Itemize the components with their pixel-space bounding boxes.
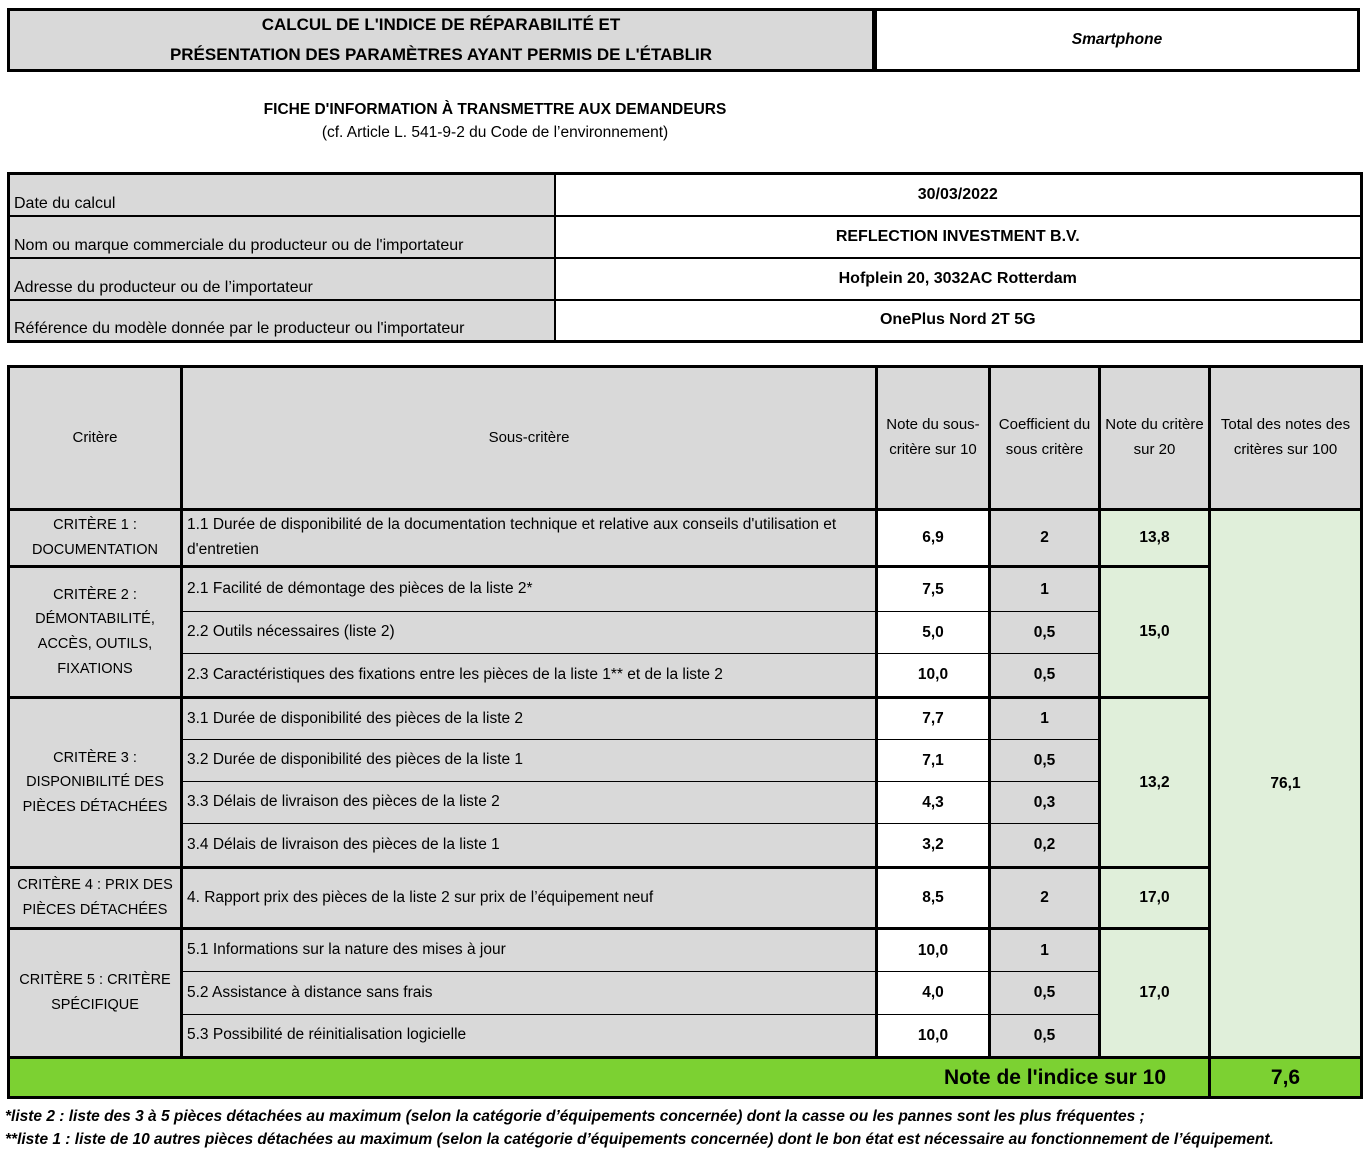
coeff-4: 2 [990,868,1100,929]
subnote-5-3: 10,0 [877,1015,990,1058]
col-header-subcriterion: Sous-critère [182,367,877,510]
subcriterion-2-1: 2.1 Facilité de démontage des pièces de la liste 2* [182,567,877,612]
criterion-3-cell: CRITÈRE 3 : DISPONIBILITÉ DES PIÈCES DÉTACHÉES [9,698,182,868]
subcriterion-3-1: 3.1 Durée de disponibilité des pièces de la liste 2 [182,698,877,740]
subcriterion-3-3: 3.3 Délais de livraison des pièces de la liste 2 [182,782,877,824]
col-header-criterion-note: Note du critère sur 20 [1100,367,1210,510]
subcriterion-5-1: 5.1 Informations sur la nature des mises à jour [182,929,877,972]
criterion-3-score: 13,2 [1100,698,1210,868]
score-table [7,365,1363,1099]
page-title-line2: PRÉSENTATION DES PARAMÈTRES AYANT PERMIS DE L'ÉTABLIR [169,45,713,64]
producer-info-table [7,172,1363,343]
info-value-producer-address: Hofplein 20, 3032AC Rotterdam [555,258,1362,300]
subcriterion-2-3: 2.3 Caractéristiques des fixations entre les pièces de la liste 1** et de la liste 2 [182,654,877,698]
table-row [9,567,1362,612]
footnote-list2: *liste 2 : liste des 3 à 5 pièces détachées au maximum (selon la catégorie d’équipements concernée) dont la casse ou les pannes sont les plus fréquentes ; [5,1108,1145,1125]
info-value-date: 30/03/2022 [555,174,1362,216]
criterion-4-score: 17,0 [1100,868,1210,929]
criterion-4-cell: CRITÈRE 4 : PRIX DES PIÈCES DÉTACHÉES [9,868,182,929]
index-score-value: 7,6 [1210,1058,1362,1098]
subcriterion-2-2: 2.2 Outils nécessaires (liste 2) [182,612,877,654]
subtitle-line1: FICHE D'INFORMATION À TRANSMETTRE AUX DEMANDEURS [263,101,727,118]
subnote-3-2: 7,1 [877,740,990,782]
subtitle-line2: (cf. Article L. 541-9-2 du Code de l’environnement) [321,124,669,141]
coeff-5-3: 0,5 [990,1015,1100,1058]
header-band [7,8,1360,72]
col-header-subnote: Note du sous-critère sur 10 [877,367,990,510]
product-category-badge [874,8,1360,72]
coeff-3-2: 0,5 [990,740,1100,782]
coeff-3-4: 0,2 [990,824,1100,868]
criterion-5-cell: CRITÈRE 5 : CRITÈRE SPÉCIFIQUE [9,929,182,1058]
index-score-label: Note de l'indice sur 10 [9,1058,1210,1098]
table-row [9,868,1362,929]
info-row-date [9,174,1362,216]
criterion-1-cell: CRITÈRE 1 : DOCUMENTATION [9,510,182,567]
subnote-2-2: 5,0 [877,612,990,654]
subnote-3-4: 3,2 [877,824,990,868]
subcriterion-1-1: 1.1 Durée de disponibilité de la documentation technique et relative aux conseils d'utilisation et d'entretien [182,510,877,567]
info-label-date: Date du calcul [9,174,555,216]
info-value-model-reference: OnePlus Nord 2T 5G [555,300,1362,342]
subcriterion-5-2: 5.2 Assistance à distance sans frais [182,972,877,1015]
page-title [7,8,875,72]
table-row [9,510,1362,567]
coeff-5-1: 1 [990,929,1100,972]
coeff-2-1: 1 [990,567,1100,612]
subnote-4: 8,5 [877,868,990,929]
info-value-producer-name: REFLECTION INVESTMENT B.V. [555,216,1362,258]
subcriterion-5-3: 5.3 Possibilité de réinitialisation logicielle [182,1015,877,1058]
criterion-2-cell: CRITÈRE 2 : DÉMONTABILITÉ, ACCÈS, OUTILS, FIXATIONS [9,567,182,698]
col-header-criterion: Critère [9,367,182,510]
footnote-list1: **liste 1 : liste de 10 autres pièces détachées au maximum (selon la catégorie d’équipements concernée) dont le bon état est nécessaire au fonctionnement de l’équipement. [5,1131,1274,1148]
subnote-5-1: 10,0 [877,929,990,972]
coeff-1-1: 2 [990,510,1100,567]
coeff-2-3: 0,5 [990,654,1100,698]
subcriterion-3-4: 3.4 Délais de livraison des pièces de la liste 1 [182,824,877,868]
coeff-5-2: 0,5 [990,972,1100,1015]
subcriterion-3-2: 3.2 Durée de disponibilité des pièces de la liste 1 [182,740,877,782]
subnote-5-2: 4,0 [877,972,990,1015]
info-row-producer-name [9,216,1362,258]
subnote-3-1: 7,7 [877,698,990,740]
table-row [9,929,1362,972]
table-row [9,698,1362,740]
subtitle [0,98,990,144]
subnote-2-1: 7,5 [877,567,990,612]
subnote-3-3: 4,3 [877,782,990,824]
criterion-2-score: 15,0 [1100,567,1210,698]
index-score-row [9,1058,1362,1098]
subnote-1-1: 6,9 [877,510,990,567]
info-label-producer-address: Adresse du producteur ou de l’importateur [9,258,555,300]
info-label-model-reference: Référence du modèle donnée par le producteur ou l'importateur [9,300,555,342]
col-header-coefficient: Coefficient du sous critère [990,367,1100,510]
score-table-header-row [9,367,1362,510]
footnotes [5,1105,1363,1151]
subnote-2-3: 10,0 [877,654,990,698]
total-score-cell: 76,1 [1210,510,1362,1058]
product-category-label: Smartphone [1071,31,1163,48]
criterion-5-score: 17,0 [1100,929,1210,1058]
info-label-producer-name: Nom ou marque commerciale du producteur ou de l'importateur [9,216,555,258]
subcriterion-4: 4. Rapport prix des pièces de la liste 2 sur prix de l’équipement neuf [182,868,877,929]
info-row-producer-address [9,258,1362,300]
info-row-model-reference [9,300,1362,342]
coeff-3-3: 0,3 [990,782,1100,824]
page-title-line1: CALCUL DE L'INDICE DE RÉPARABILITÉ ET [261,15,621,34]
col-header-total: Total des notes des critères sur 100 [1210,367,1362,510]
criterion-1-score: 13,8 [1100,510,1210,567]
coeff-3-1: 1 [990,698,1100,740]
coeff-2-2: 0,5 [990,612,1100,654]
